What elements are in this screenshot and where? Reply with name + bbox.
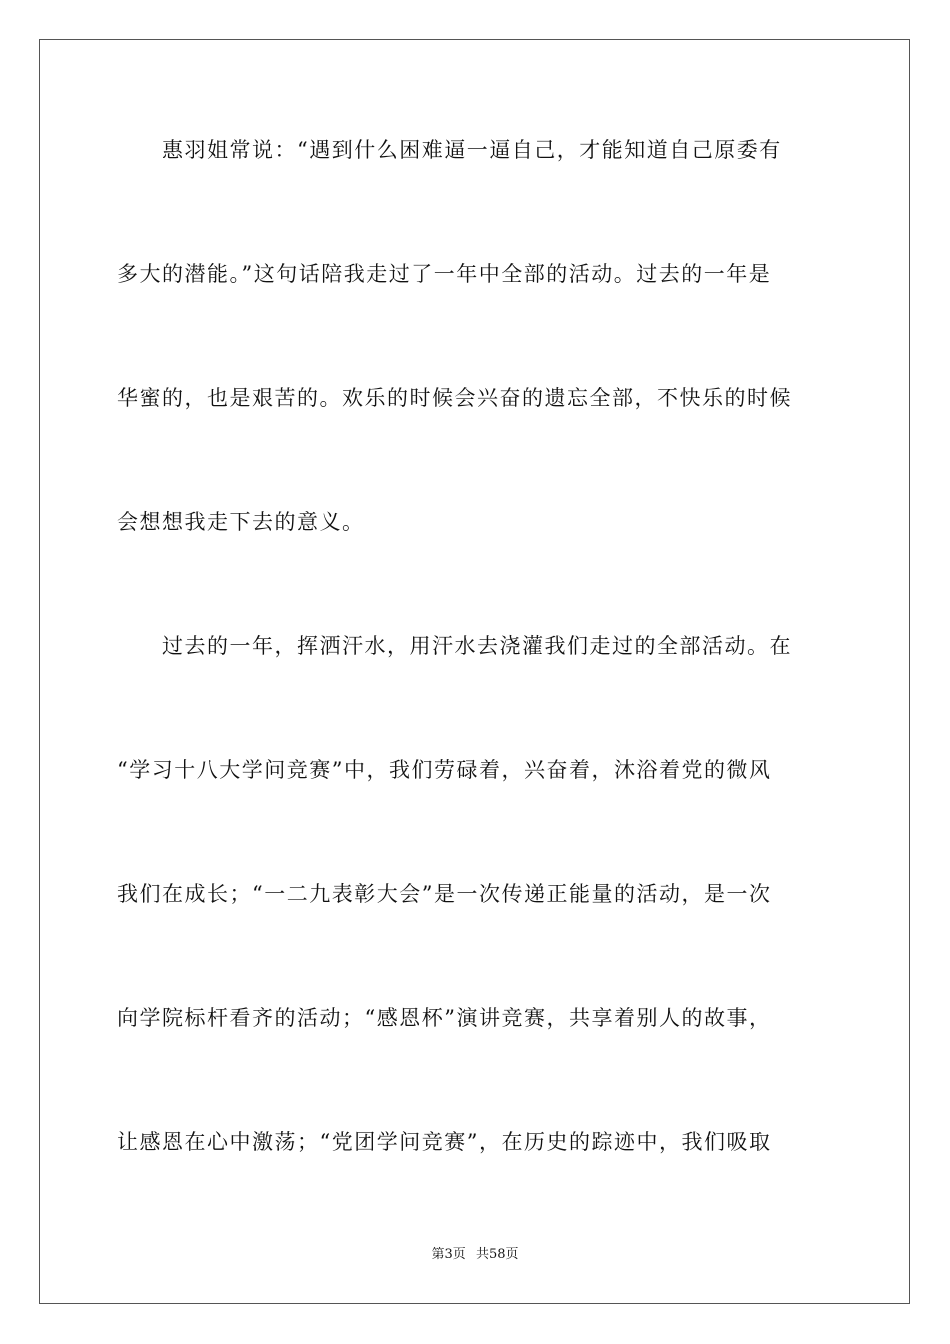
text-line: 惠羽姐常说：“遇到什么困难逼一逼自己，才能知道自己原委有 xyxy=(117,138,782,162)
text-line: 过去的一年，挥洒汗水，用汗水去浇灌我们走过的全部活动。在 xyxy=(117,634,792,658)
text-line: 多大的潜能。”这句话陪我走过了一年中全部的活动。过去的一年是 xyxy=(117,262,772,286)
text-line: 向学院标杆看齐的活动；“感恩杯”演讲竞赛，共享着别人的故事， xyxy=(117,1006,772,1030)
page-footer xyxy=(0,1246,950,1264)
total-pages: 共58页 xyxy=(475,1247,519,1262)
text-line: 让感恩在心中激荡；“党团学问竞赛”，在历史的踪迹中，我们吸取 xyxy=(117,1130,772,1154)
text-line: “学习十八大学问竞赛”中，我们劳碌着，兴奋着，沐浴着党的微风 xyxy=(117,758,772,782)
text-line: 我们在成长；“一二九表彰大会”是一次传递正能量的活动，是一次 xyxy=(117,882,772,906)
text-line: 华蜜的，也是艰苦的。欢乐的时候会兴奋的遗忘全部，不快乐的时候 xyxy=(117,386,792,410)
page-number: 第3页 xyxy=(431,1247,466,1262)
text-line: 会想想我走下去的意义。 xyxy=(117,510,365,534)
page-frame xyxy=(39,39,910,1304)
